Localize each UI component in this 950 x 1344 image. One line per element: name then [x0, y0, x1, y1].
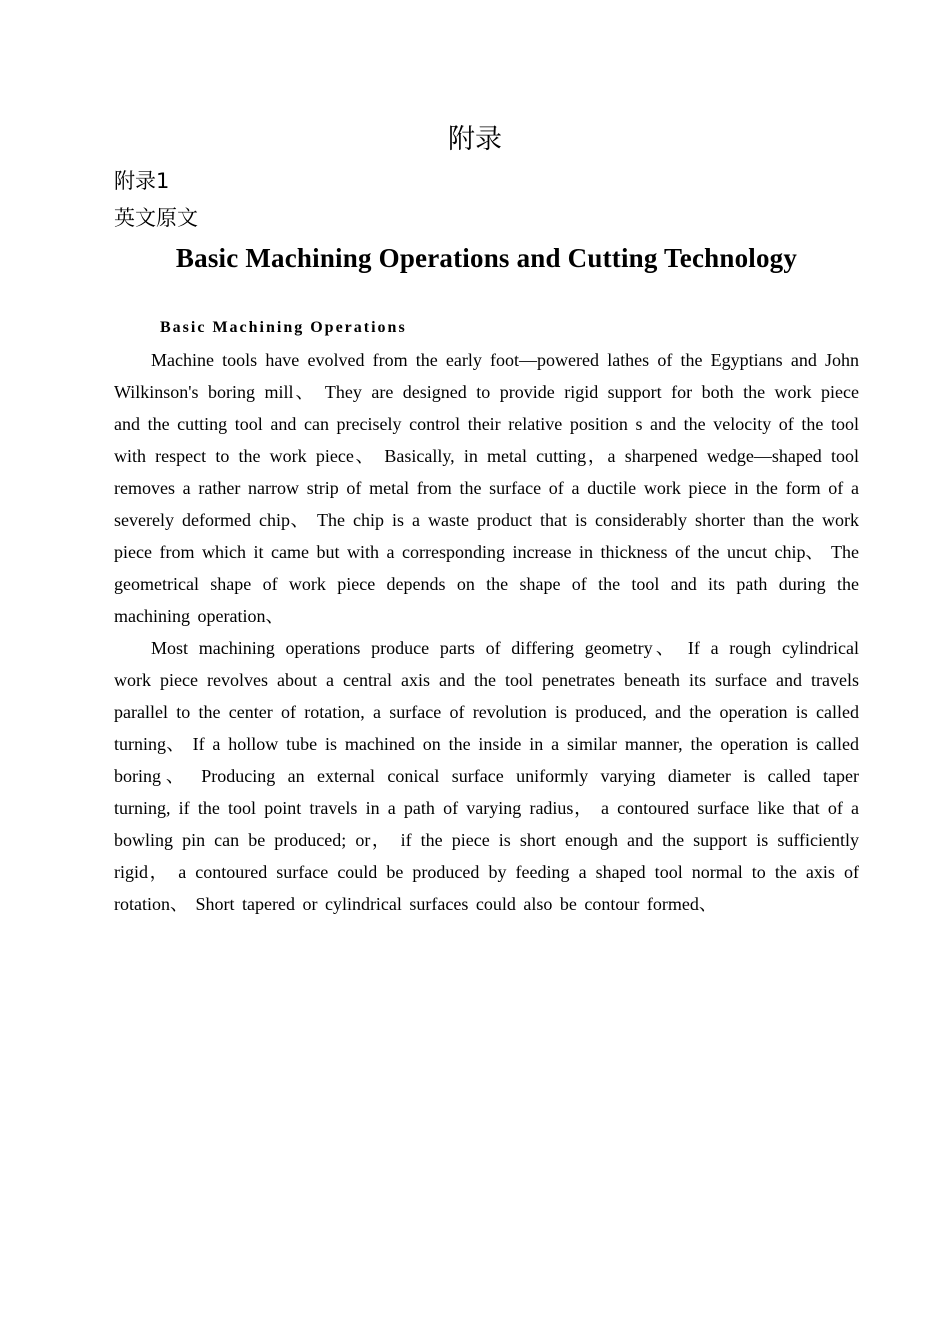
original-text-label: 英文原文: [114, 206, 198, 230]
paragraph-1: Machine tools have evolved from the early foot—powered lathes of the Egyptians and John Wilkinson's boring mill、 They are designed to provide rigid support for both the work piece and the cutting tool and can precisely control their relative position s and the velocity of the tool with respect to the work piece、 Basically, in metal cutting，a sharpened wedge—shaped tool removes a rather narrow strip of metal from the surface of a ductile work piece in the form of a severely deformed chip、 The chip is a waste product that is considerably shorter than the work piece from which it came but with a corresponding increase in thickness of the uncut chip、 The geometrical shape of work piece depends on the shape of the tool and its path during the machining operation、: [114, 350, 859, 626]
section-heading: Basic Machining Operations: [160, 319, 407, 336]
body-text: [114, 344, 859, 920]
appendix-title: 附录: [448, 124, 502, 155]
document-title: Basic Machining Operations and Cutting Technology: [175, 243, 798, 273]
paragraph-2: Most machining operations produce parts of differing geometry、 If a rough cylindrical work piece revolves about a central axis and the tool penetrates beneath its surface and travels parallel to the center of rotation, a surface of revolution is produced, and the operation is called turning、 If a hollow tube is machined on the inside in a similar manner, the operation is called boring、 Producing an external conical surface uniformly varying diameter is called taper turning, if the tool point travels in a path of varying radius， a contoured surface like that of a bowling pin can be produced; or， if the piece is short enough and the support is sufficiently rigid， a contoured surface could be produced by feeding a shaped tool normal to the axis of rotation、 Short tapered or cylindrical surfaces could also be contour formed、: [114, 638, 859, 914]
appendix-subtitle: 附录1: [114, 169, 170, 193]
